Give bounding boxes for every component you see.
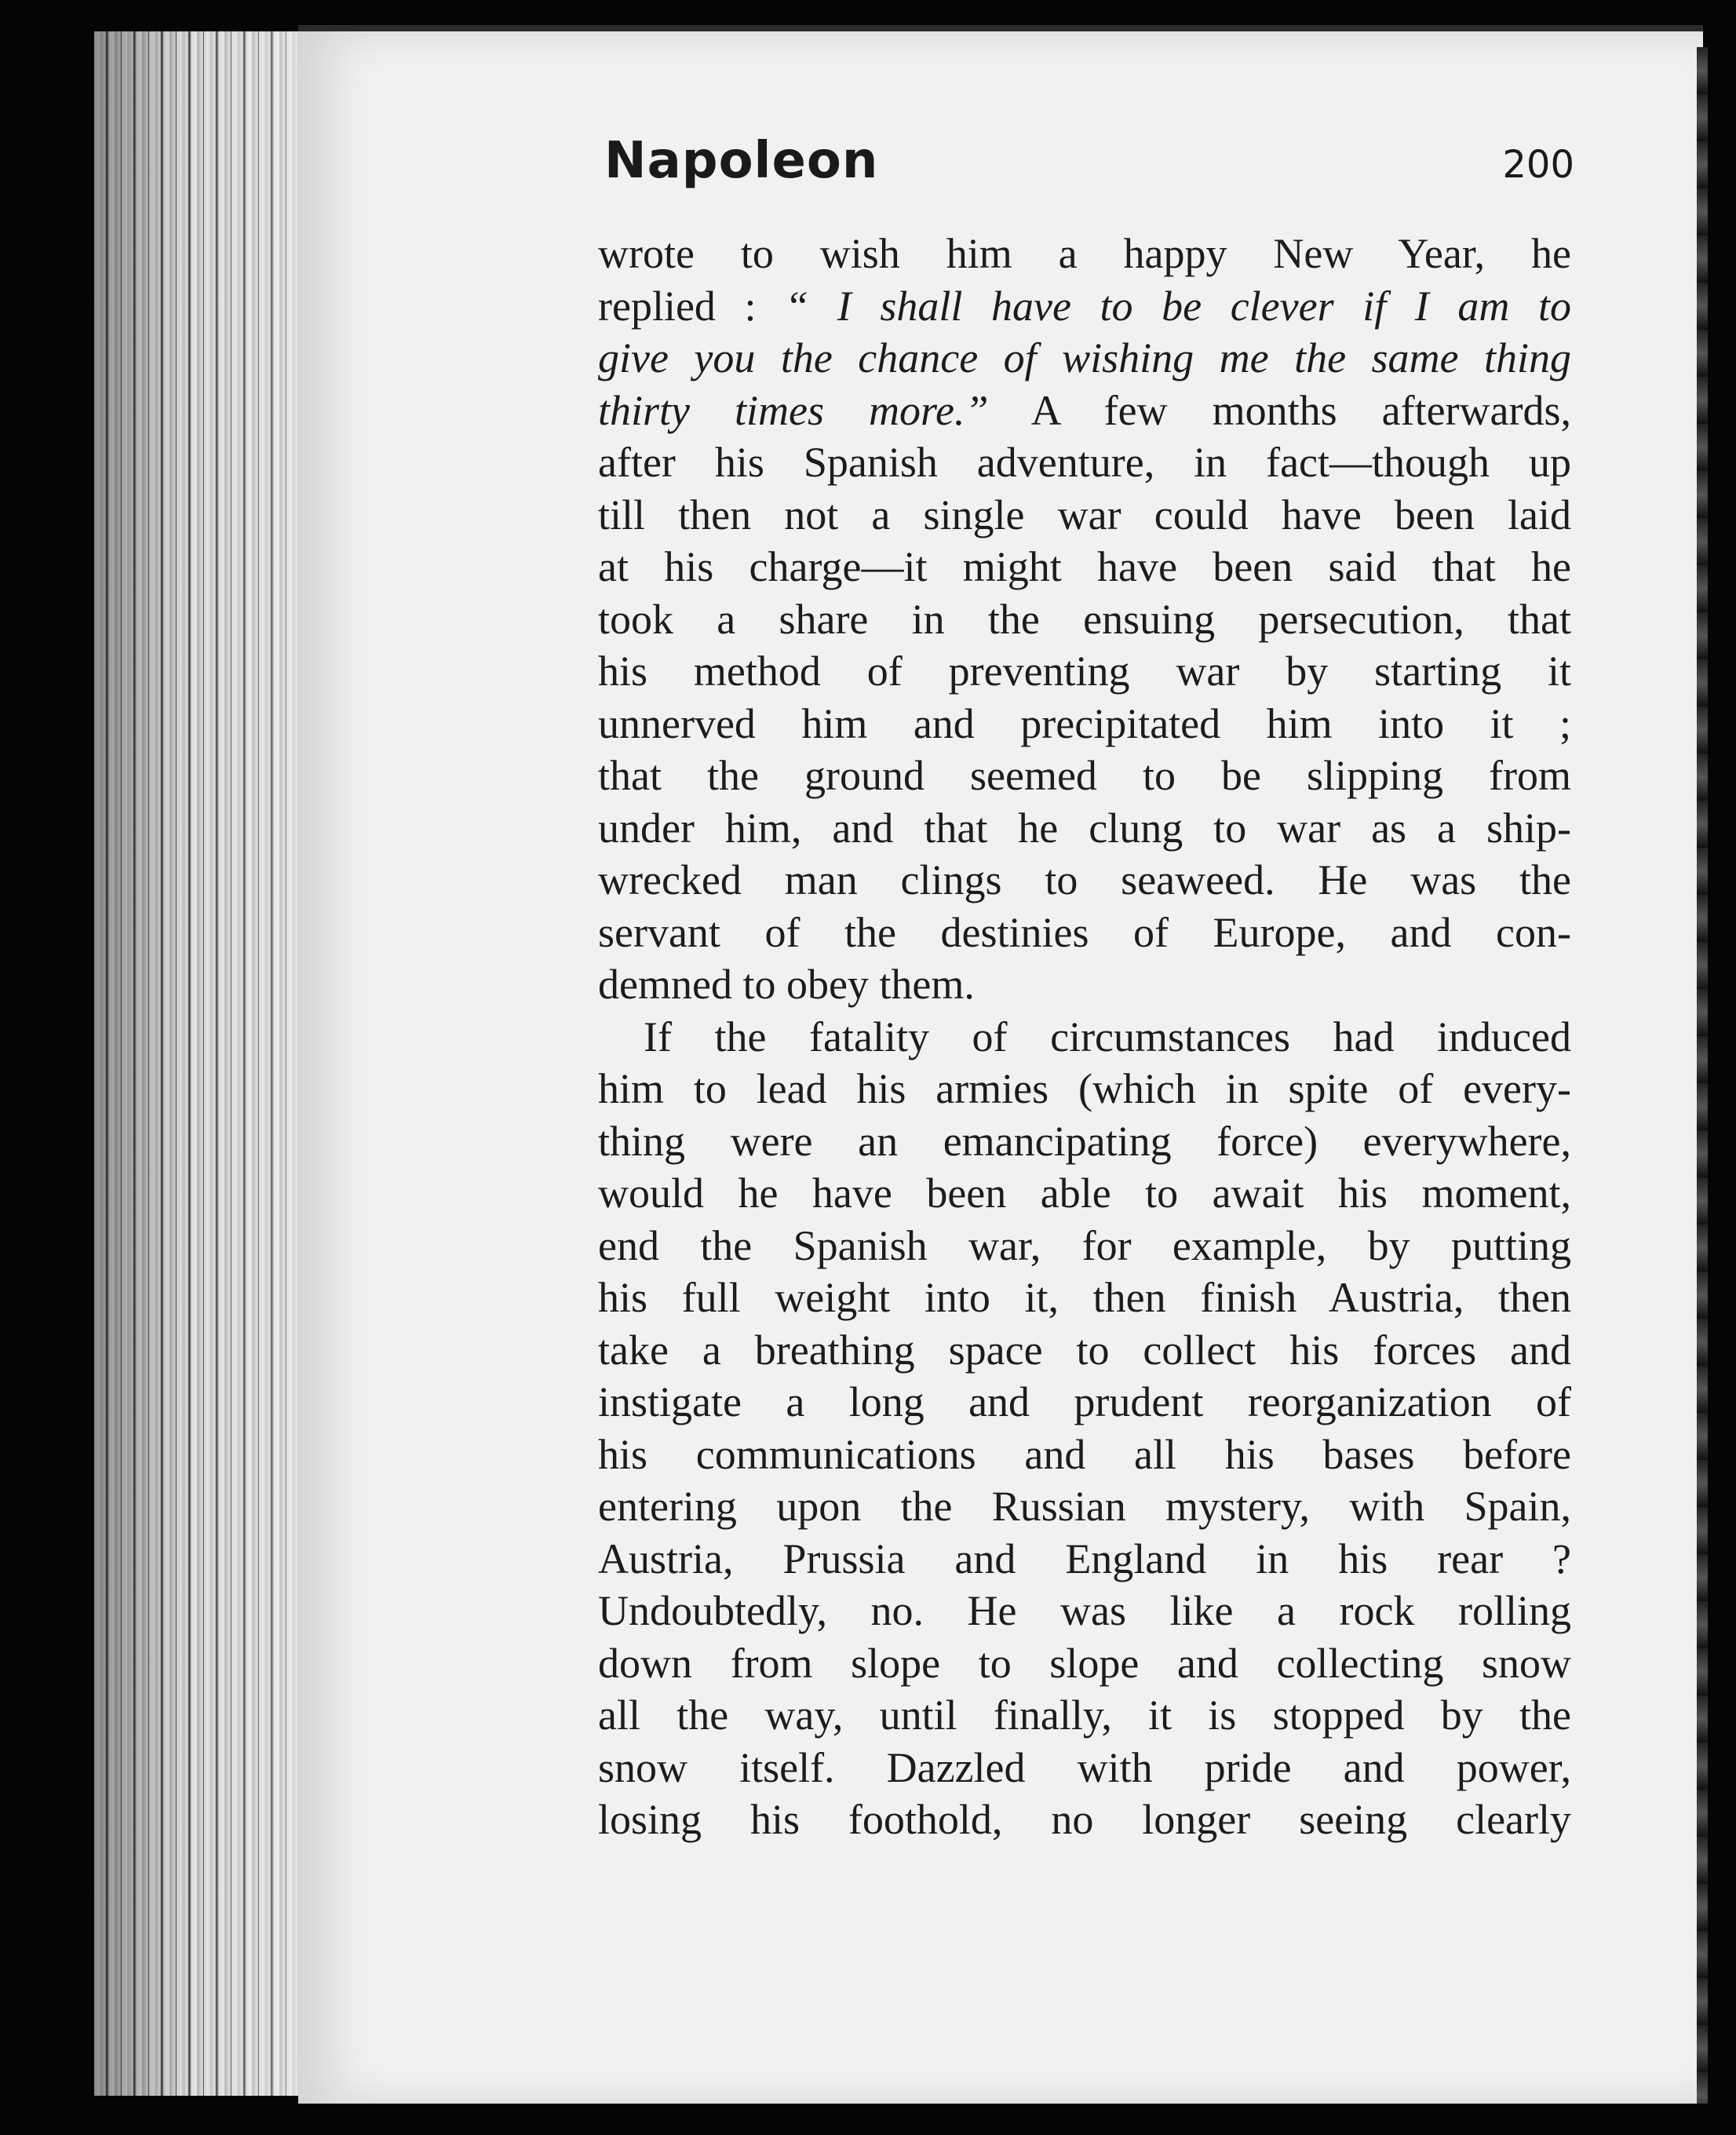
text-line: demned to obey them. — [598, 961, 975, 1008]
text-line: take a breathing space to collect his forces and — [598, 1326, 1571, 1374]
text-line: Austria, Prussia and England in his rear ? — [598, 1535, 1571, 1582]
text-line: his full weight into it, then finish Austria, then — [598, 1274, 1571, 1321]
text-line: under him, and that he clung to war as a ship- — [598, 804, 1571, 852]
body-text — [598, 228, 1571, 1846]
running-title: Napoleon — [604, 132, 879, 190]
text-line — [598, 332, 1571, 385]
text-line: that the ground seemed to be slipping from — [598, 752, 1571, 799]
text-line: losing his foothold, no longer seeing clearly — [598, 1796, 1571, 1843]
text-line: replied : “ I shall have to be clever if I am to — [598, 282, 1571, 330]
text-line: thirty times more.” A few months afterwards, — [598, 386, 1571, 434]
page-edges-shadow — [94, 31, 330, 2096]
text-line: after his Spanish adventure, in fact—though up — [598, 439, 1571, 486]
text-line: till then not a single war could have been laid — [598, 491, 1571, 538]
text-line: him to lead his armies (which in spite of every- — [598, 1065, 1571, 1112]
text-line: at his charge—it might have been said that he — [598, 543, 1571, 590]
text-line: snow itself. Dazzled with pride and power, — [598, 1743, 1571, 1791]
text-line: all the way, until finally, it is stopped by the — [598, 1692, 1571, 1739]
text-line: took a share in the ensuing persecution, that — [598, 595, 1571, 643]
text-line: unnerved him and precipitated him into it ; — [598, 699, 1571, 747]
text-line: wrote to wish him a happy New Year, he — [598, 230, 1571, 277]
page-number: 200 — [1502, 143, 1574, 187]
italic-quote: “ I shall have to be clever if I am to — [785, 282, 1571, 330]
text-line: entering upon the Russian mystery, with Spain, — [598, 1483, 1571, 1530]
text-line: thing were an emancipating force) everywhere, — [598, 1117, 1571, 1165]
text-line: his communications and all his bases before — [598, 1430, 1571, 1478]
text-line: end the Spanish war, for example, by putting — [598, 1221, 1571, 1269]
italic-quote: thirty times more.” — [598, 386, 989, 434]
text-line: instigate a long and prudent reorganization of — [598, 1378, 1571, 1425]
paragraph-1 — [598, 228, 1571, 1011]
text-line: If the fatality of circumstances had induced — [644, 1013, 1571, 1060]
text-line: wrecked man clings to seaweed. He was the — [598, 856, 1571, 903]
text-line: would he have been able to await his moment, — [598, 1170, 1571, 1217]
text-line: his method of preventing war by starting it — [598, 648, 1571, 695]
text-line: servant of the destinies of Europe, and con- — [598, 908, 1571, 956]
right-edge — [1697, 47, 1708, 2104]
paragraph-2 — [598, 1011, 1571, 1846]
italic-quote: give you the chance of wishing me the same thing — [598, 334, 1571, 381]
text-line: Undoubtedly, no. He was like a rock rolling — [598, 1587, 1571, 1634]
text-line: down from slope to slope and collecting snow — [598, 1639, 1571, 1687]
page-header — [604, 132, 1574, 203]
